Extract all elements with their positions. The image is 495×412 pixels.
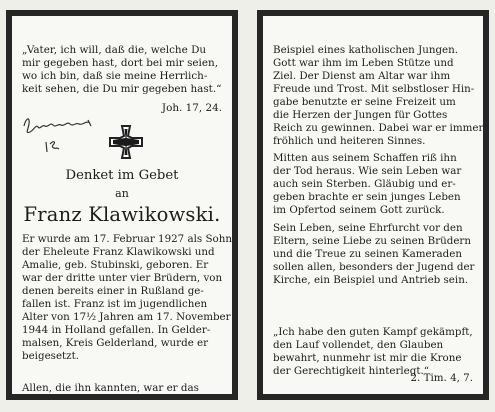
iron-cross-icon: [108, 124, 144, 160]
handwritten-signature: [20, 112, 100, 154]
bible-quote-timothy: [273, 326, 475, 378]
quote-line: der Gerechtigkeit hinterlegt.“: [273, 365, 430, 377]
text-line: fröhlich und heiteren Sinnes.: [273, 135, 426, 147]
memorial-card-back: [257, 10, 489, 400]
text-line: im Opfertod seinem Gott zurück.: [273, 204, 445, 216]
bio-line: der Eheleute Franz Klawikowski und: [22, 246, 215, 258]
text-line: Gott war ihm im Leben Stütze und: [273, 57, 454, 69]
bio-line: Amalie, geb. Stubinski, geboren. Er: [22, 259, 209, 271]
text-line: sollen allen, besonders der Jugend der: [273, 261, 475, 273]
quote-line: den Lauf vollendet, den Glauben: [273, 339, 444, 351]
bio-line: malsen, Kreis Gelderland, wurde er: [22, 337, 209, 349]
text-line: Beispiel eines katholischen Jungen.: [273, 44, 459, 56]
biography-text: [22, 233, 233, 363]
bio-line: Er wurde am 17. Februar 1927 als Sohn: [22, 233, 233, 245]
text-line: Kirche, ein Beispiel und Antrieb sein.: [273, 274, 469, 286]
quote-reference: Joh. 17, 24.: [161, 102, 222, 114]
bio-line: Alter von 17½ Jahren am 17. November: [22, 311, 231, 323]
quote-line: „Ich habe den guten Kampf gekämpft,: [273, 326, 473, 338]
text-line: Eltern, seine Liebe zu seinen Brüdern: [273, 235, 471, 247]
deceased-name: Franz Klawikowski.: [23, 203, 221, 226]
quote-line: wo ich bin, daß sie meine Herrlich-: [22, 70, 208, 82]
text-line: Ziel. Der Dienst am Altar war ihm: [273, 70, 451, 82]
bible-quote-john: [22, 44, 224, 96]
bio-line: fallen ist. Franz ist im jugendlichen: [22, 298, 208, 310]
text-line: Reich zu gewinnen. Dabei war er immer: [273, 122, 484, 134]
quote-reference: 2. Tim. 4, 7.: [410, 372, 473, 384]
paragraph-legacy: [273, 222, 475, 287]
paragraph-example: [273, 44, 484, 148]
text-line: die Herzen der Jungen für Gottes: [273, 109, 448, 121]
text-line: Sein Leben, seine Ehrfurcht vor den: [273, 222, 463, 234]
text-line: geben brachte er sein junges Leben: [273, 191, 461, 203]
text-line: gabe benutzte er seine Freizeit um: [273, 96, 456, 108]
bio-line: denen bereits einer in Rußland ge-: [22, 285, 204, 297]
prayer-heading: Denket im Gebet: [65, 168, 179, 183]
memorial-card-front: [6, 10, 238, 400]
bio-line: 1944 in Holland gefallen. In Gelder-: [22, 324, 211, 336]
quote-line: „Vater, ich will, daß die, welche Du: [22, 44, 207, 56]
text-line: auch sein Sterben. Gläubig und er-: [273, 178, 456, 190]
bio-line: war der dritte unter vier Brüdern, von: [22, 272, 223, 284]
text-line: Freude und Trost. Mit selbstloser Hin-: [273, 83, 475, 95]
bio-line: beigesetzt.: [22, 350, 80, 362]
text-line: und die Treue zu seinen Kameraden: [273, 248, 462, 260]
prayer-an: an: [115, 187, 129, 200]
bio-continuation: Allen, die ihn kannten, war er das: [22, 382, 199, 394]
text-line: der Tod heraus. Wie sein Leben war: [273, 165, 462, 177]
text-line: Mitten aus seinem Schaffen riß ihn: [273, 152, 457, 164]
quote-line: mir gegeben hast, dort bei mir seien,: [22, 57, 219, 69]
paragraph-death: [273, 152, 475, 217]
quote-line: bewahrt, nunmehr ist mir die Krone: [273, 352, 462, 364]
quote-line: keit sehen, die Du mir gegeben hast.“: [22, 83, 222, 95]
